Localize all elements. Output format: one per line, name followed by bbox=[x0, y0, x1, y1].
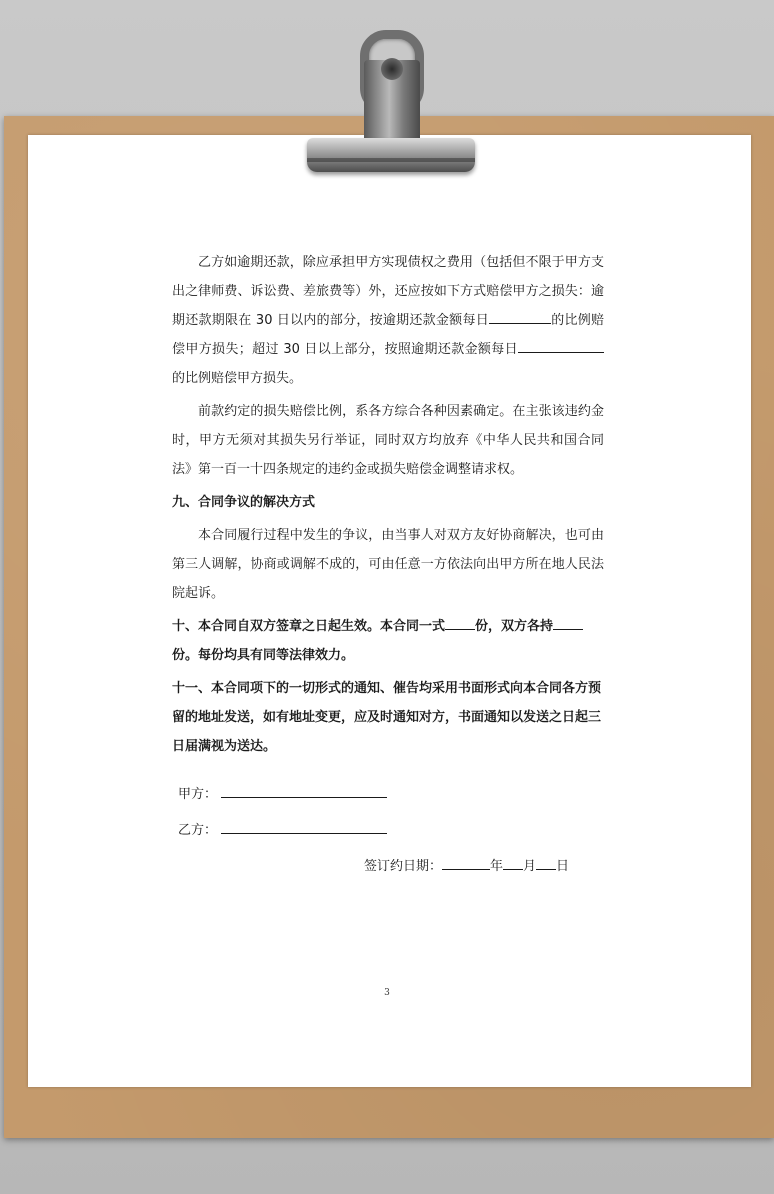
day-label: 日 bbox=[556, 859, 570, 874]
text-segment: 十、本合同自双方签章之日起生效。本合同一式 bbox=[172, 619, 446, 634]
text-segment: 份。每份均具有同等法律效力。 bbox=[172, 648, 355, 663]
section-11: 十一、本合同项下的一切形式的通知、催告均采用书面形式向本合同各方预留的地址发送，如有地址变更，应及时通知对方，书面通知以发送之日起三日届满视为送达。 bbox=[172, 681, 602, 754]
text-segment: 的比例赔偿甲方损失。 bbox=[172, 371, 303, 386]
clip-hole bbox=[381, 58, 403, 80]
blank-line bbox=[518, 338, 604, 353]
party-b-line bbox=[221, 819, 387, 834]
party-b-signature bbox=[178, 819, 387, 838]
text-segment: 的比例赔偿甲方损失；超过 30 日以上部分，按照逾期还款金额每日 bbox=[172, 313, 604, 357]
text-segment: 份，双方各持 bbox=[475, 619, 554, 634]
clip-base bbox=[307, 138, 475, 172]
section-10 bbox=[172, 612, 604, 670]
month-blank bbox=[503, 855, 523, 870]
paragraph-penalty-ratio: 前款约定的损失赔偿比例，系各方综合各种因素确定。在主张该违约金时，甲方无须对其损失另行举证，同时双方均放弃《中华人民共和国合同法》第一百一十四条规定的违约金或损失赔偿金调整请求权。 bbox=[172, 404, 604, 477]
blank-line bbox=[553, 615, 583, 630]
party-a-signature bbox=[178, 783, 387, 802]
section-9-heading: 九、合同争议的解决方式 bbox=[172, 495, 316, 510]
clip-base-edge bbox=[307, 158, 475, 162]
sign-date-label: 签订约日期： bbox=[364, 859, 443, 874]
month-label: 月 bbox=[523, 859, 537, 874]
text-segment: 乙方如逾期还款，除应承担甲方实现债权之费用（包括但不限于甲方支出之律师费、诉讼费、差旅费等）外，还应按如下方式赔偿甲方之损失：逾期还款期限在 30 日以内的部分，按逾期还款金额每日 bbox=[172, 255, 604, 328]
party-b-label: 乙方： bbox=[178, 823, 218, 838]
page-number: 3 bbox=[384, 988, 390, 998]
day-blank bbox=[536, 855, 556, 870]
blank-line bbox=[489, 309, 551, 324]
party-a-line bbox=[221, 783, 387, 798]
paragraph-overdue-penalty bbox=[172, 248, 604, 393]
year-blank bbox=[442, 855, 490, 870]
year-label: 年 bbox=[490, 859, 504, 874]
contract-body bbox=[172, 248, 604, 761]
sign-date bbox=[364, 855, 569, 874]
party-a-label: 甲方： bbox=[178, 787, 218, 802]
blank-line bbox=[445, 615, 475, 630]
section-9-body: 本合同履行过程中发生的争议，由当事人对双方友好协商解决，也可由第三人调解，协商或调解不成的，可由任意一方依法向出甲方所在地人民法院起诉。 bbox=[172, 528, 604, 601]
